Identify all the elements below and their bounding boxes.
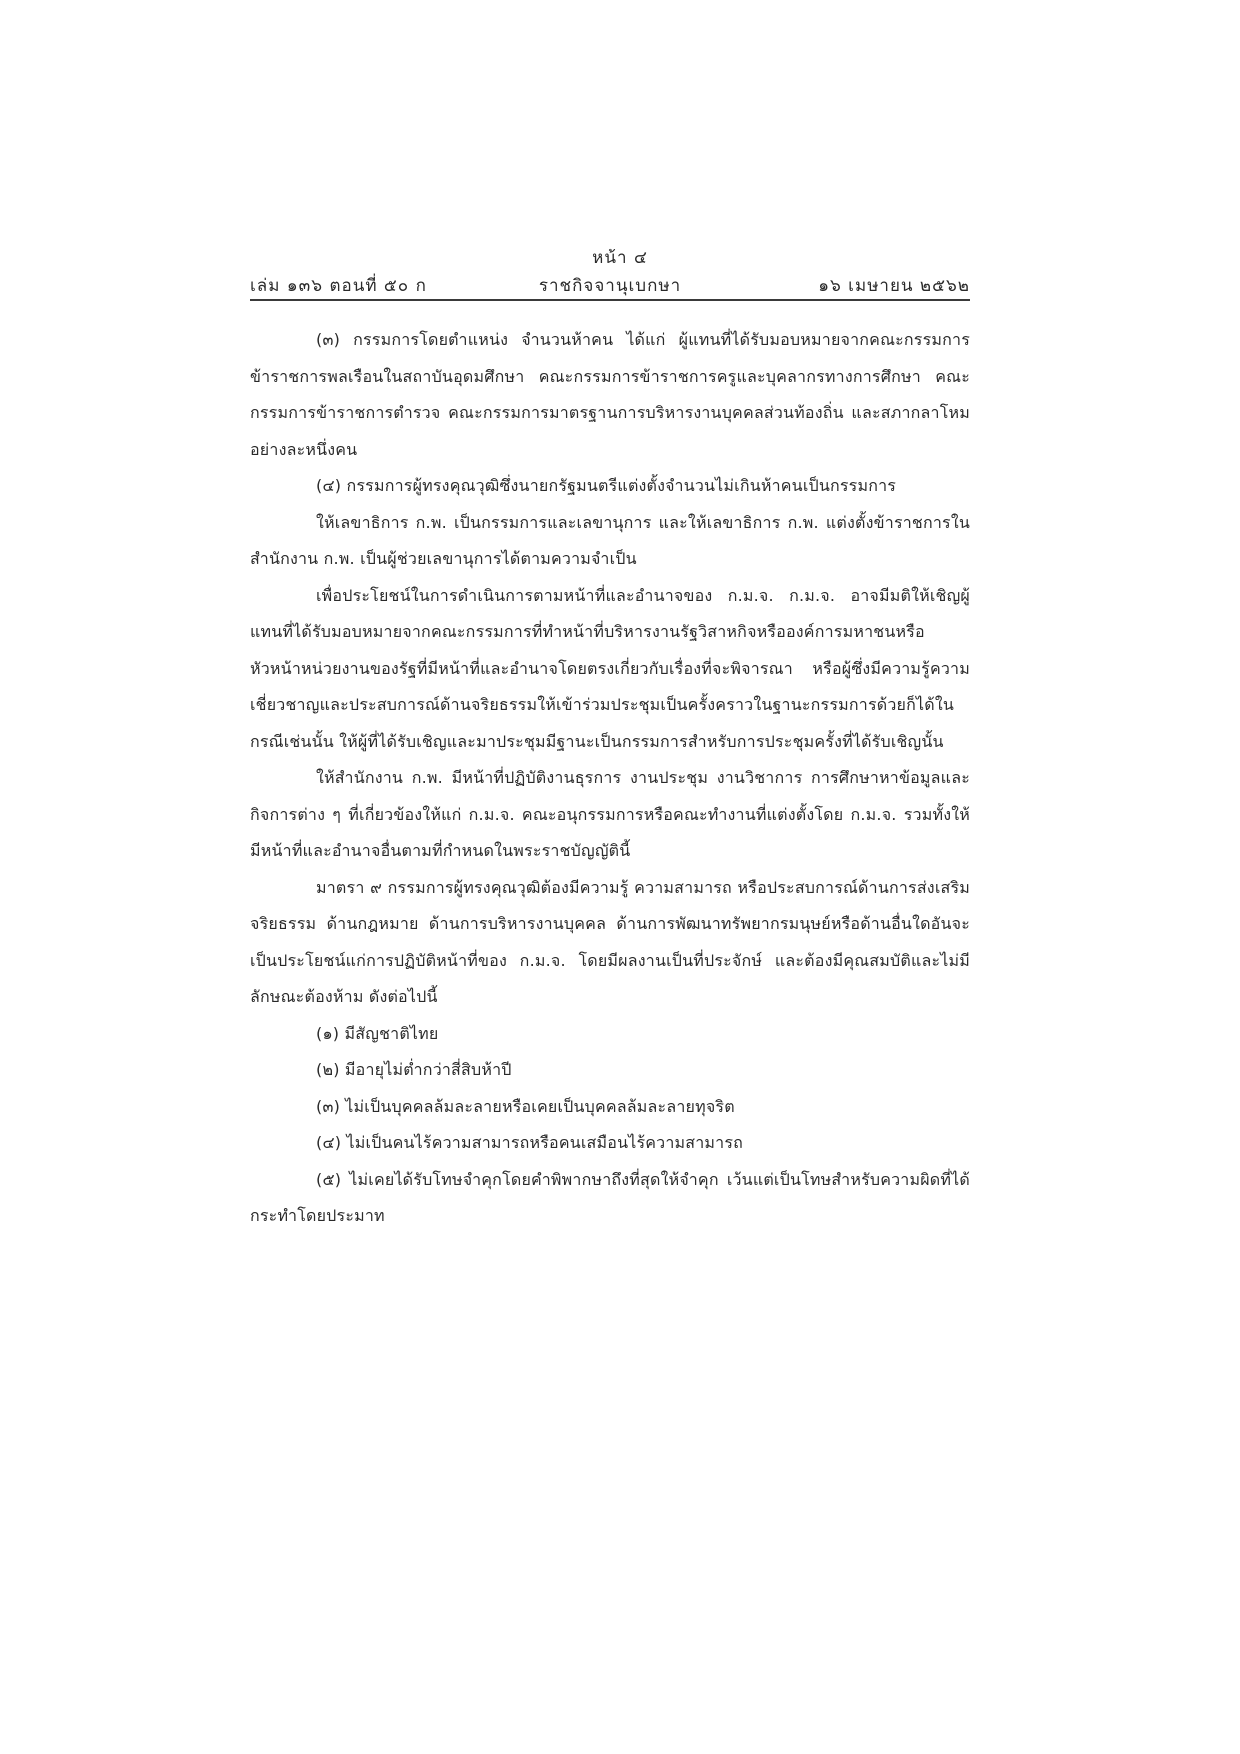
volume-issue: เล่ม ๑๓๖ ตอนที่ ๕๐ ก [250, 276, 427, 296]
paragraph: ให้เลขาธิการ ก.พ. เป็นกรรมการและเลขานุการ และให้เลขาธิการ ก.พ. แต่งตั้งข้าราชการในสำนักงาน ก.พ. เป็นผู้ช่วยเลขานุการได้ตามความจำเป็น [250, 512, 970, 568]
list-item: (๔) ไม่เป็นคนไร้ความสามารถหรือคนเสมือนไร้ความสามารถ [316, 1133, 744, 1152]
header-divider [250, 299, 970, 301]
section-paragraph: มาตรา ๙ กรรมการผู้ทรงคุณวุฒิต้องมีความรู้ ความสามารถ หรือประสบการณ์ด้านการส่งเสริมจริยธรรม ด้านกฎหมาย ด้านการบริหารงานบุคคล ด้านการพัฒนาทรัพยากรมนุษย์หรือด้านอื่นใดอันจะเป็นประโยชน์แก่การปฏิบัติหน้าที่ของ ก.ม.จ. โดยมีผลงานเป็นที่ประจักษ์ และต้องมีคุณสมบัติและไม่มีลักษณะต้องห้าม ดังต่อไปนี้ [250, 877, 970, 1006]
list-item: (๒) มีอายุไม่ต่ำกว่าสี่สิบห้าปี [316, 1060, 512, 1079]
paragraph: (๔) กรรมการผู้ทรงคุณวุฒิซึ่งนายกรัฐมนตรีแต่งตั้งจำนวนไม่เกินห้าคนเป็นกรรมการ [316, 476, 897, 495]
list-item: (๓) ไม่เป็นบุคคลล้มละลายหรือเคยเป็นบุคคลล้มละลายทุจริต [316, 1096, 735, 1116]
list-item: (๑) มีสัญชาติไทย [316, 1023, 439, 1043]
document-body [250, 322, 970, 1235]
gazette-title: ราชกิจจานุเบกษา [538, 276, 682, 296]
page-number: หน้า ๔ [592, 248, 648, 268]
paragraph: ให้สำนักงาน ก.พ. มีหน้าที่ปฏิบัติงานธุรการ งานประชุม งานวิชาการ การศึกษาหาข้อมูลและกิจการต่าง ๆ ที่เกี่ยวข้องให้แก่ ก.ม.จ. คณะอนุกรรมการหรือคณะทำงานที่แต่งตั้งโดย ก.ม.จ. รวมทั้งให้มีหน้าที่และอำนาจอื่นตามที่กำหนดในพระราชบัญญัตินี้ [250, 768, 970, 860]
list-item: (๕) ไม่เคยได้รับโทษจำคุกโดยคำพิพากษาถึงที่สุดให้จำคุก เว้นแต่เป็นโทษสำหรับความผิดที่ได้กระทำโดยประมาท [250, 1169, 970, 1225]
publication-date: ๑๖ เมษายน ๒๕๖๒ [818, 276, 970, 296]
paragraph: เพื่อประโยชน์ในการดำเนินการตามหน้าที่และอำนาจของ ก.ม.จ. ก.ม.จ. อาจมีมติให้เชิญผู้แทนที่ได้รับมอบหมายจากคณะกรรมการที่ทำหน้าที่บริหารงานรัฐวิสาหกิจหรือองค์การมหาชนหรือหัวหน้าหน่วยงานของรัฐที่มีหน้าที่และอำนาจโดยตรงเกี่ยวกับเรื่องที่จะพิจารณา หรือผู้ซึ่งมีความรู้ความเชี่ยวชาญและประสบการณ์ด้านจริยธรรมให้เข้าร่วมประชุมเป็นครั้งคราวในฐานะกรรมการด้วยก็ได้ในกรณีเช่นนั้น ให้ผู้ที่ได้รับเชิญและมาประชุมมีฐานะเป็นกรรมการสำหรับการประชุมครั้งที่ได้รับเชิญนั้น [250, 585, 970, 751]
paragraph: (๓) กรรมการโดยตำแหน่ง จำนวนห้าคน ได้แก่ ผู้แทนที่ได้รับมอบหมายจากคณะกรรมการข้าราชการพลเรือนในสถาบันอุดมศึกษา คณะกรรมการข้าราชการครูและบุคลากรทางการศึกษา คณะกรรมการข้าราชการตำรวจ คณะกรรมการมาตรฐานการบริหารงานบุคคลส่วนท้องถิ่น และสภากลาโหม อย่างละหนึ่งคน [250, 330, 970, 459]
